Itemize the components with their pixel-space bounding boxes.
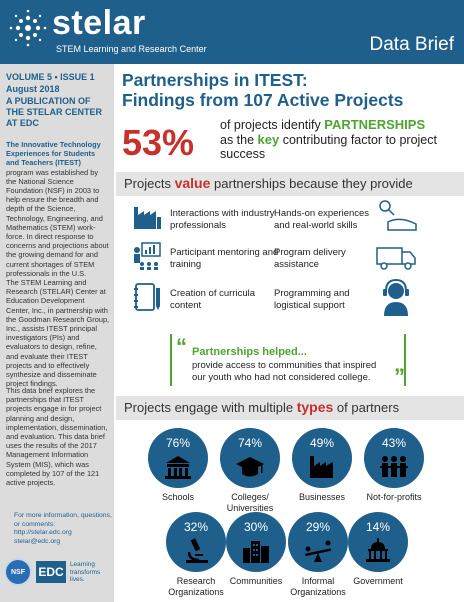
stelar-paragraph: The STEM Learning and Research (STELAR) Center at Education Development Center, Inc., in partnership with the Goodman Research Group, Inc., assists ITEST principal investigators (PIs) and evaluators to design, refine, and evaluate their ITEST projects and to effectively synthesize and disseminate project findings. bbox=[6, 278, 110, 389]
header-banner bbox=[0, 0, 464, 64]
presentation-icon bbox=[132, 241, 162, 271]
partner-percent: 14% bbox=[365, 520, 391, 534]
partner-percent: 43% bbox=[381, 436, 407, 450]
partner-circle-schools bbox=[148, 428, 208, 488]
partner-percent: 30% bbox=[243, 520, 269, 534]
factory-icon bbox=[132, 201, 162, 231]
benefit-label: Programming and logistical support bbox=[274, 288, 350, 311]
close-quote-icon: ” bbox=[394, 364, 405, 389]
stat-key: key bbox=[257, 131, 280, 147]
title-line-2: Findings from 107 Active Projects bbox=[122, 90, 404, 110]
publication-line: A PUBLICATION OF THE STELAR CENTER AT EDC bbox=[6, 96, 103, 128]
intro-bold: The Innovative Technology Experiences for Students and Teachers (ITEST) bbox=[6, 140, 101, 168]
quote-body: provide access to communities that inspired our youth who had not considered college. bbox=[192, 360, 377, 383]
band1-post: partnerships because they provide bbox=[214, 176, 413, 191]
nsf-logo: NSF bbox=[4, 558, 32, 586]
partner-percent: 76% bbox=[165, 436, 191, 450]
benefit-label: Program delivery assistance bbox=[274, 247, 346, 270]
partner-label: Communities bbox=[229, 576, 283, 586]
partner-label: Government bbox=[353, 576, 403, 586]
open-quote-icon: “ bbox=[176, 334, 187, 359]
partner-label: Informal Organizations bbox=[290, 576, 346, 597]
stat-description bbox=[220, 118, 456, 162]
stat-post: contributing factor to project success bbox=[220, 132, 437, 161]
buildings-icon bbox=[241, 538, 271, 564]
microscope-icon bbox=[181, 538, 211, 564]
stat-percent: 53% bbox=[122, 122, 195, 163]
stat-highlight: PARTNERSHIPS bbox=[324, 117, 426, 132]
benefit-label: Creation of curricula content bbox=[170, 288, 256, 311]
intro-text: program was established by the National Science Foundation (NSF) in 2003 to help ensure the breadth and depth of the Science, Technology, Engineering, and Mathematics (STEM) work-force. In direct response to concerns and projections about the growing demand for and current shortages of STEM professionals in the U.S. bbox=[6, 167, 109, 278]
school-icon bbox=[163, 454, 193, 480]
factory-icon bbox=[307, 454, 337, 480]
brief-paragraph: This data brief explores the partnerships that ITEST projects engage in for project planning and design, implementation, dissemination, and evaluation. This data brief uses the results of the 2017 Management Information System (MIS), which was completed by 107 of the 121 active projects. bbox=[6, 386, 108, 488]
benefit-label: Interactions with industry professionals bbox=[170, 208, 275, 231]
band2-pre: Projects engage with multiple bbox=[124, 400, 294, 415]
people-icon bbox=[379, 454, 409, 480]
partner-circle-colleges bbox=[220, 428, 280, 488]
partner-percent: 74% bbox=[237, 436, 263, 450]
stelar-logo-icon bbox=[8, 8, 48, 48]
partner-percent: 49% bbox=[309, 436, 335, 450]
partner-circle-research bbox=[166, 512, 226, 572]
edc-tagline: Learning transforms lives. bbox=[70, 561, 101, 584]
partner-circle-government bbox=[348, 512, 408, 572]
partner-label: Colleges/ Universities bbox=[226, 492, 274, 513]
graduation-cap-icon bbox=[235, 454, 265, 480]
benefit-label: Hands-on experiences and real-world skills bbox=[274, 208, 370, 231]
brand-name: stelar bbox=[52, 4, 146, 42]
benefits-heading bbox=[124, 175, 413, 191]
page-title bbox=[122, 70, 403, 110]
partner-circle-communities bbox=[226, 512, 286, 572]
partner-label: Businesses bbox=[298, 492, 346, 502]
partner-percent: 32% bbox=[183, 520, 209, 534]
document-type: Data Brief bbox=[369, 34, 454, 55]
partner-circle-businesses bbox=[292, 428, 352, 488]
band2-post: of partners bbox=[336, 400, 400, 415]
stat-mid: as the bbox=[220, 132, 255, 147]
notebook-icon bbox=[132, 282, 162, 312]
sidebar bbox=[0, 64, 114, 602]
partner-percent: 29% bbox=[305, 520, 331, 534]
quote-title: Partnerships helped... bbox=[192, 346, 307, 358]
partner-label: Research Organizations bbox=[168, 576, 224, 597]
benefit-label: Participant mentoring and training bbox=[170, 247, 279, 270]
band1-pre: Projects bbox=[124, 176, 171, 191]
issue-date: August 2018 bbox=[6, 84, 60, 94]
stat-pre: of projects identify bbox=[220, 118, 321, 132]
partner-circle-informal bbox=[288, 512, 348, 572]
partners-heading bbox=[124, 399, 399, 415]
edc-logo: EDC bbox=[36, 561, 66, 583]
seesaw-icon bbox=[303, 538, 333, 564]
title-line-1: Partnerships in ITEST: bbox=[122, 70, 308, 90]
brand-subtitle: STEM Learning and Research Center bbox=[56, 44, 207, 54]
intro-paragraph bbox=[6, 140, 110, 278]
band1-red: value bbox=[174, 175, 211, 191]
partner-label: Schools bbox=[161, 492, 195, 502]
partner-label: Not-for-profits bbox=[366, 492, 422, 502]
band2-red: types bbox=[296, 399, 334, 415]
capitol-icon bbox=[363, 538, 393, 564]
partner-circle-nonprofits bbox=[364, 428, 424, 488]
contact-info[interactable]: For more information, questions, or comments: http://stelar.edc.org stelar@edc.org bbox=[14, 512, 112, 545]
volume-issue: VOLUME 5 • ISSUE 1 bbox=[6, 72, 95, 82]
